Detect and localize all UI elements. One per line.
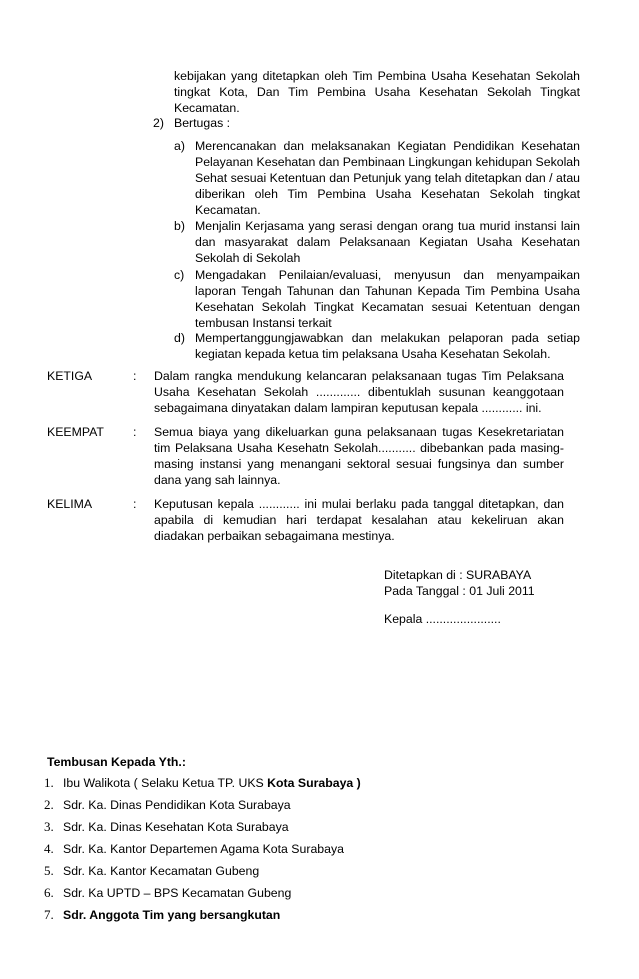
cc-text: Sdr. Ka UPTD – BPS Kecamatan Gubeng [63, 886, 292, 900]
bertugas-number: 2) [153, 116, 164, 130]
cc-text: Ibu Walikota ( Selaku Ketua TP. UKS [63, 776, 268, 790]
item-marker: a) [174, 139, 185, 153]
cc-text: Sdr. Ka. Dinas Kesehatan Kota Surabaya [63, 820, 289, 834]
cc-heading: Tembusan Kepada Yth.: [47, 755, 186, 769]
cc-text: Sdr. Ka. Kantor Departemen Agama Kota Surabaya [63, 842, 344, 856]
item-marker: c) [174, 268, 185, 282]
signature-place: Ditetapkan di : SURABAYA [384, 568, 532, 582]
cc-number: 6. [44, 885, 54, 900]
signature-title: Kepala ...................... [384, 612, 501, 626]
section-text: Keputusan kepala ............ ini mulai berlaku pada tanggal ditetapkan, dan apabila di kemudian hari terdapat kesalahan atau kekeliruan akan diadakan perbaikan sebagaimana mestinya. [154, 497, 564, 543]
intro-paragraph: kebijakan yang ditetapkan oleh Tim Pembina Usaha Kesehatan Sekolah tingkat Kota, Dan Tim Pembina Usaha Kesehatan Sekolah Tingkat Kecamatan. [174, 69, 580, 115]
bertugas-item-c [174, 267, 580, 331]
item-text: Mempertanggungjawabkan dan melakukan pelaporan pada setiap kegiatan kepada ketua tim pelaksana Usaha Kesehatan Sekolah. [195, 331, 580, 361]
item-marker: d) [174, 331, 185, 345]
cc-item [44, 819, 289, 835]
item-text: Mengadakan Penilaian/evaluasi, menyusun dan menyampaikan laporan Tengah Tahunan dan Tahunan Kepada Tim Pembina Usaha Kesehatan Sekolah Tingkat Kecamatan sesuai Ketentuan dengan tembusan Instansi terkait [195, 268, 580, 330]
section-keempat [0, 424, 639, 490]
cc-item [44, 863, 259, 879]
section-ketiga [0, 368, 639, 418]
cc-number: 1. [44, 775, 54, 790]
cc-item [44, 885, 291, 901]
section-label: KEEMPAT [47, 425, 104, 439]
item-text: Menjalin Kerjasama yang serasi dengan orang tua murid instansi lain dan masyarakat dalam Pelaksanaan Kegiatan Usaha Kesehatan Sekolah di Sekolah [195, 219, 580, 265]
item-text: Merencanakan dan melaksanakan Kegiatan Pendidikan Kesehatan Pelayanan Kesehatan dan Pembinaan Lingkungan kehidupan Sekolah Sehat sesuai Ketentuan dan Petunjuk yang telah ditetapkan dan / atau diberikan oleh Tim Pembina Usaha Kesehatan Sekolah tingkat Kecamatan. [195, 139, 580, 217]
cc-number: 3. [44, 819, 54, 834]
cc-item [44, 907, 280, 923]
cc-number: 5. [44, 863, 54, 878]
cc-text: Sdr. Ka. Kantor Kecamatan Gubeng [63, 864, 260, 878]
signature-date: Pada Tanggal : 01 Juli 2011 [384, 584, 535, 598]
cc-item [44, 797, 291, 813]
cc-number: 7. [44, 907, 54, 922]
cc-text: Sdr. Ka. Dinas Pendidikan Kota Surabaya [63, 798, 291, 812]
bertugas-item-b [174, 218, 580, 266]
item-marker: b) [174, 219, 185, 233]
bertugas-item-d [174, 330, 580, 362]
section-label: KELIMA [47, 497, 93, 511]
bertugas-label: Bertugas : [174, 116, 231, 130]
cc-item [44, 775, 361, 791]
bertugas-item-a [174, 138, 580, 218]
bertugas-heading [153, 115, 230, 131]
section-kelima [0, 496, 639, 546]
section-colon: : [133, 497, 137, 511]
section-text: Semua biaya yang dikeluarkan guna pelaksanaan tugas Kesekretariatan tim Pelaksana Usaha Kesehatn Sekolah........... dibebankan pada masing-masing instansi yang menangani sektoral sesuai fungsinya dan sumber dana yang sah lainnya. [154, 425, 564, 487]
cc-text-bold: Sdr. Anggota Tim yang bersangkutan [63, 908, 281, 922]
cc-text-bold: Kota Surabaya ) [267, 776, 361, 790]
section-colon: : [133, 425, 137, 439]
section-label: KETIGA [47, 369, 93, 383]
section-colon: : [133, 369, 137, 383]
signature-block [384, 567, 535, 627]
cc-number: 2. [44, 797, 54, 812]
cc-number: 4. [44, 841, 54, 856]
section-text: Dalam rangka mendukung kelancaran pelaksanaan tugas Tim Pelaksana Usaha Kesehatan Sekolah ............. dibentuklah susunan keanggotaan sebagaimana dinyatakan dalam lampiran keputusan kepala ............ ini. [154, 369, 564, 415]
cc-item [44, 841, 344, 857]
